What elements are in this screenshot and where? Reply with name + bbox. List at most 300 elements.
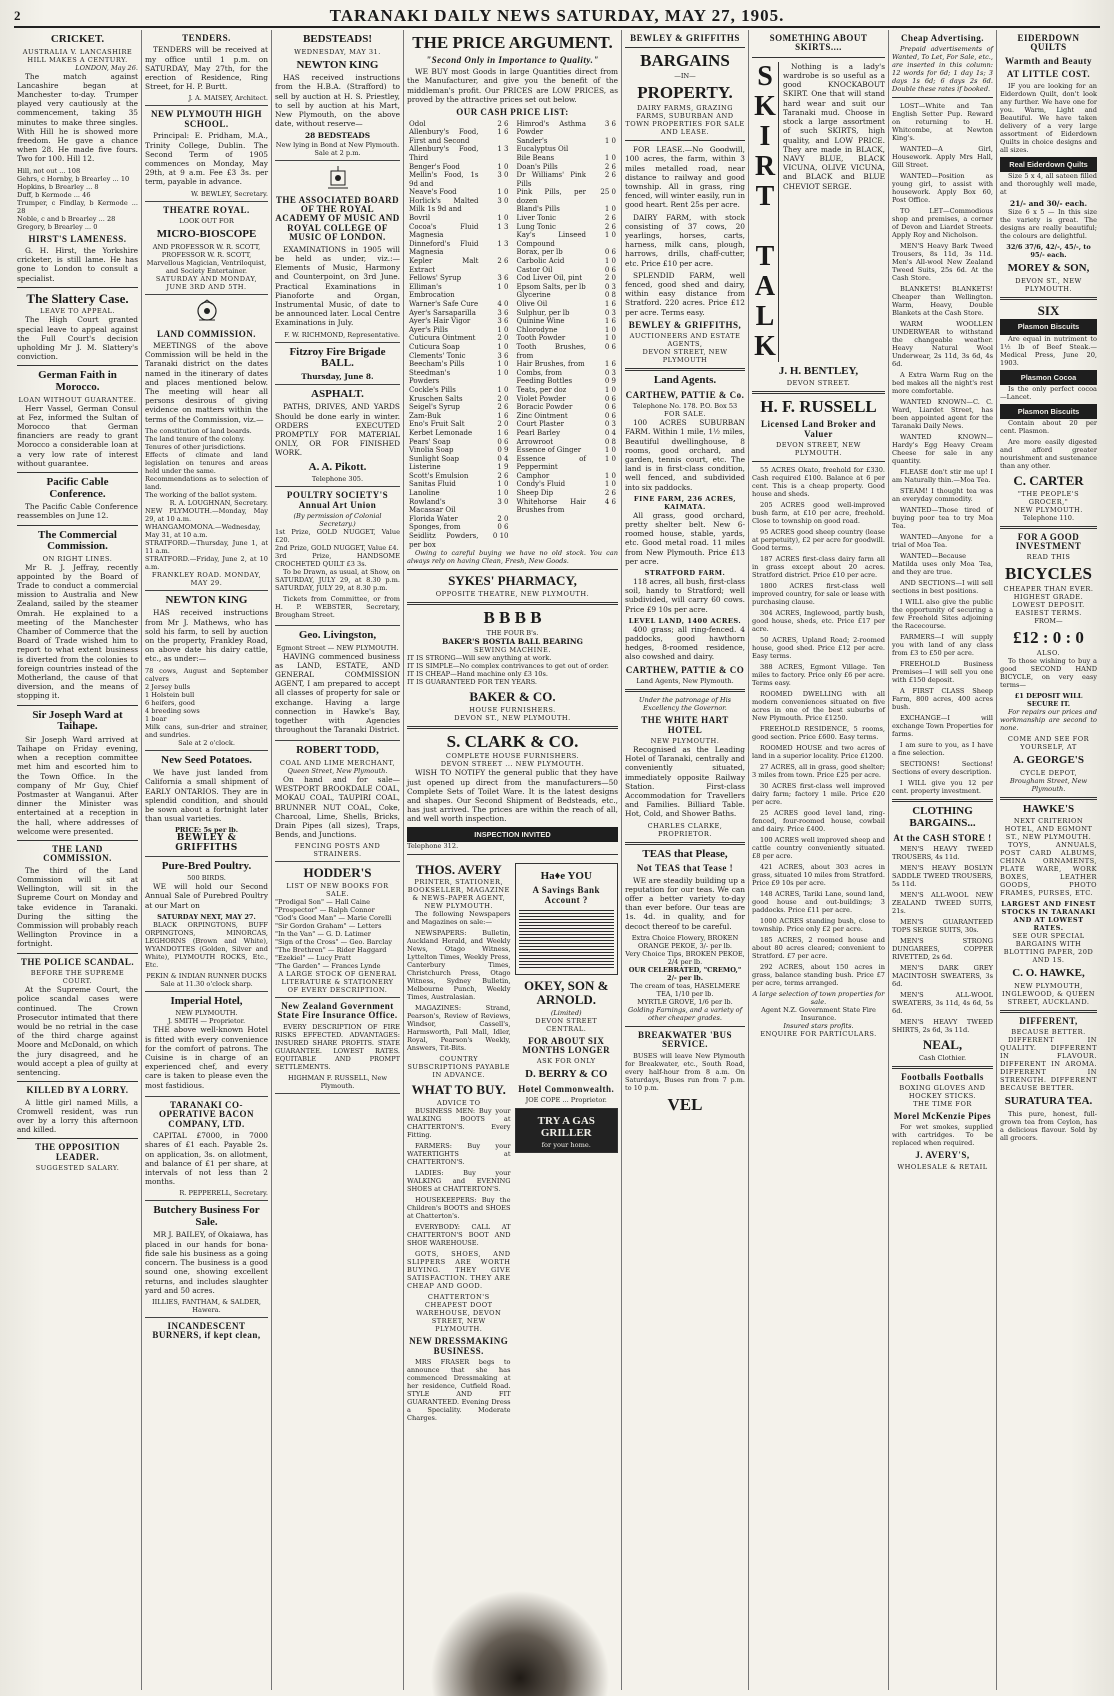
price-item: Scott's Emulsion xyxy=(409,471,469,480)
price-item: Bile Beans xyxy=(516,153,555,162)
opposition-headline: THE OPPOSITION LEADER. xyxy=(35,1142,120,1162)
price-row xyxy=(407,532,511,549)
price-row xyxy=(515,283,619,292)
price-item: Violet Powder xyxy=(516,394,566,403)
price-value: 0 6 xyxy=(604,411,616,420)
price-item: Seidlitz Powders, per box xyxy=(409,532,479,549)
property-listing: 30 ACRES first-class well improved dairy farm; factory 1 mile. Price £20 per acre. xyxy=(752,782,885,807)
police-headline: THE POLICE SCANDAL. xyxy=(20,956,135,967)
price-item: Borax, per lb xyxy=(516,248,563,257)
price-value: 1 0 xyxy=(604,231,616,240)
price-row xyxy=(515,266,619,275)
price-row xyxy=(407,420,511,429)
price-item: Warner's Safe Cure xyxy=(409,300,479,308)
price-row xyxy=(407,498,511,515)
score-list xyxy=(17,167,138,231)
score-line: Noble, c and b Brearley ... 28 xyxy=(17,214,116,223)
price-row xyxy=(407,334,511,343)
clothing-item: MEN'S STRONG DUNGAREES, COPPER RIVETTED, 2s 6d. xyxy=(892,936,993,961)
price-argument-headline: THE PRICE ARGUMENT. xyxy=(412,33,613,52)
price-row xyxy=(407,283,511,300)
clothing-item: MEN'S HEAVY BOSLYN SADDLE TWEED TROUSERS, 5s 11d. xyxy=(892,863,993,888)
price-item: Cocoa's Fluid Magnesia xyxy=(409,222,479,240)
classified-ad: FARMERS—I will supply you with land of any class from £3 to £50 per acre. xyxy=(892,633,993,658)
price-value: 1 0 xyxy=(604,136,616,145)
price-row xyxy=(407,343,511,352)
price-item: Kay's Linseed Compound xyxy=(516,231,586,248)
price-row xyxy=(407,489,511,498)
price-row xyxy=(407,403,511,412)
score-line: Gehrs, c Hornby, b Brearley ... 10 xyxy=(17,174,130,183)
classified-ad: I am sure to you, as I have a fine selection. xyxy=(892,741,993,758)
price-item: Sponges, from xyxy=(409,523,461,532)
price-row xyxy=(515,300,619,309)
price-item: Olive Oil xyxy=(516,300,548,308)
price-row xyxy=(407,309,511,318)
livingston-ad: Geo. Livingston, Egmont Street — NEW PLYMOUTH. HAVING commenced business as LAND, ESTATE, AND GENERAL COMMISSION AGENT, I am prepared to accept all classes of property for sale or exchange. Having a large connection in Hawke's Bay, together with Agencies throughout the Taranaki District. xyxy=(275,630,400,741)
asphalt-ad: ASPHALT. PATHS, DRIVES, AND YARDS Should be done early in winter. ORDERS EXECUTED PROMPTLY FOR MATERIAL ONLY, OR FOR FINISHED WORK. A. A. Pikott. Telephone 305. xyxy=(275,389,400,487)
price-row xyxy=(515,163,619,172)
clothing-item: MEN'S HEAVY TWEED TROUSERS, 4s 11d. xyxy=(892,844,993,861)
price-value: 2 6 xyxy=(604,489,616,498)
price-value: 1 0 xyxy=(497,385,509,394)
price-value: 2 6 xyxy=(497,119,509,128)
price-table-right xyxy=(515,120,619,515)
eiderdown-headline: EIDERDOWN QUILTS xyxy=(1017,33,1080,53)
price-row xyxy=(515,274,619,283)
price-item: Kepler Malt Extract xyxy=(409,257,479,274)
clothing-item: MEN'S GUARANTEED TOPS SERGE SUITS, 30s. xyxy=(892,917,993,934)
price-row xyxy=(515,154,619,163)
price-item: Whitehorse Hair Brushes from xyxy=(516,497,586,515)
price-row xyxy=(515,420,619,429)
price-row xyxy=(407,240,511,257)
price-row xyxy=(515,223,619,232)
price-value: 1 0 xyxy=(497,282,509,291)
score-line: Duff, b Kermode ... 46 xyxy=(17,190,91,199)
price-item: Listerine xyxy=(409,463,441,472)
price-row xyxy=(515,489,619,498)
clothing-item: MEN'S ALL-WOOL NEW ZEALAND TWEED SUITS, 21s. xyxy=(892,890,993,915)
price-item: Essence of Ginger xyxy=(516,446,582,455)
price-row xyxy=(407,386,511,395)
score-line: Hill, not out ... 108 xyxy=(17,166,81,175)
price-value: 1 0 xyxy=(604,446,616,455)
classified-ad: I WILL also give the public the opportunity of securing a few Freehold Sites adjoining the Racecourse. xyxy=(892,598,993,631)
royal-crest-icon xyxy=(324,164,352,192)
classified-list xyxy=(892,102,993,795)
price-item: Essence of Peppermint xyxy=(516,454,586,472)
price-value: 0 6 xyxy=(497,437,509,446)
clothing-list xyxy=(892,845,993,1034)
price-item: Vinolia Soap xyxy=(409,446,454,455)
price-item: Odol xyxy=(409,119,426,128)
price-row xyxy=(407,463,511,472)
price-row xyxy=(515,248,619,257)
property-listing: 1800 ACRES first-class well improved country, for sale or lease with purchasing clause. xyxy=(752,582,885,607)
price-item: Himrod's Asthma Powder xyxy=(516,119,586,137)
price-item: Bland's Pills xyxy=(516,205,560,214)
price-value: 2 0 xyxy=(497,394,509,403)
theatre-ad: THEATRE ROYAL. LOOK OUT FOR MICRO-BIOSCOPE AND PROFESSOR W. R. SCOTT, PROFESSOR W. R. SCOTT, Marvellous Magician, Ventriloquist, and Society Entertainer. SATURDAY AND MONDAY, JUNE 3RD AND 5TH. xyxy=(145,206,268,295)
price-item: Horlick's Malted Milk 1s 9d and xyxy=(409,196,479,214)
price-item: Hair Brushes, from xyxy=(516,360,585,369)
price-row xyxy=(407,515,511,524)
price-value: 2 6 xyxy=(604,171,616,180)
price-item: Eno's Fruit Salt xyxy=(409,420,465,429)
classified-ad: FREEHOLD Business Premises—I will sell you one with £150 deposit. xyxy=(892,660,993,685)
price-value: 1 0 xyxy=(497,480,509,489)
price-item: Sunlight Soap xyxy=(409,454,459,463)
classified-ad: MEN'S Heavy Bark Tweed Trousers, 8s 11d, 3s 11d. Men's All-wool New Zealand Tweed Suits, 25s 6d. At the Cash Store. xyxy=(892,242,993,283)
classified-ad: EXCHANGE—I will exchange Town Properties for farms. xyxy=(892,714,993,739)
price-value: 1 0 xyxy=(497,342,509,351)
price-row xyxy=(407,300,511,309)
price-row xyxy=(515,412,619,421)
clothing-headline: CLOTHING BARGAINS... xyxy=(909,805,976,829)
price-value: 1 0 xyxy=(604,257,616,266)
price-value: 0 4 xyxy=(604,428,616,437)
berry-co-headline: D. BERRY & CO xyxy=(525,1068,608,1081)
price-value: 1 0 xyxy=(604,385,616,394)
price-value: 1 3 xyxy=(497,145,509,154)
price-value: 0 8 xyxy=(604,291,616,300)
property-listing: ROOMED DWELLING with all modern conveniences situated on five acres in one of the best suburbs of New Plymouth. Price £1250. xyxy=(752,690,885,723)
price-item: Allenbury's Food, First and Second xyxy=(409,128,479,145)
price-value: 2 0 xyxy=(497,514,509,523)
carthew-pattie-headline: CARTHEW, PATTIE & Co. xyxy=(625,389,745,400)
price-item: Cockle's Pills xyxy=(409,385,456,394)
price-item: Steedman's Powders xyxy=(409,368,451,386)
price-value: 0 10 xyxy=(492,532,509,541)
price-value: 1 0 xyxy=(497,489,509,498)
price-item: Lung Tonic xyxy=(516,222,556,231)
white-hart-headline: THE WHITE HART HOTEL xyxy=(641,715,729,735)
price-item: Teats, per doz xyxy=(516,385,567,394)
price-row xyxy=(407,412,511,421)
property-listing: 185 ACRES, 2 roomed house and about 80 acres cleared; convenient to Stratford. £7 per acre. xyxy=(752,936,885,961)
suratura-headline: SURATURA TEA. xyxy=(1004,1095,1093,1108)
column-price-argument: THE PRICE ARGUMENT. "Second Only in Importance to Quality." WE BUY most Goods in large Quantities direct from the Manufacturer, and give you the benefit of the middleman's profit. Our PRICES are LOW PRICES, as proved by the attractive prices set out below. OUR CASH PRICE LIST: Odol 2 6 Allenbury's Food, First and Second 1 6 Allenbury's Food, Third 1 3 Benger's Food 1 0 Mellin's Food, 1s 9d and 3 0 Neave's Food 1 0 Horlick's Malted Milk 1s 9d and 3 0 Bovril 1 0 Cocoa's Fluid Magnesia 1 3 Dinneford's Fluid Magnesia 1 3 Kepler Malt Extract 2 6 Fellows' Syrup 3 6 Elliman's Embrocation 1 0 Warner's Safe Cure 4 0 Ayer's Sarsaparilla 3 6 Ayer's Hair Vigor 3 6 Ayer's Pills 1 0 Cuticura Ointment 2 0 Cuticura Soap 1 0 Clements' Tonic 3 6 Beecham's Pills 1 0 Steedman's Powders 1 0 Cockle's Pills 1 0 Kruschen Salts 2 0 Seigel's Syrup 2 6 Zam-Buk 1 6 Eno's Fruit Salt 2 0 Kerbet Lemonade 1 6 Pears' Soap 0 6 Vinolia Soap 0 9 Sunlight Soap 0 4 Listerine 1 9 Scott's Emulsion 2 6 Sanitas Fluid 1 0 Lanoline 1 0 Rowland's Macassar Oil 3 0 Florida Water 2 0 Sponges, from 0 6 Seidlitz Powders, per box 0 10 Himrod's Asthma Powder 3 6 Sander's Eucalyptus Oil 1 0 Bile Beans 1 0 Doan's Pills 2 6 Dr Williams' Pink Pills 2 6 Pink Pills, per dozen 25 0 Bland's Pills 1 0 Liver Tonic 2 6 Lung Tonic 2 6 Kay's Linseed Compound 1 0 Borax, per lb 0 6 Carbolic Acid 1 0 Castor Oil 0 6 Cod Liver Oil, pint 2 0 Epsom Salts, per lb 0 3 Glycerine 0 8 Olive Oil 1 6 Sulphur, per lb 0 3 Quinine Wine 1 6 Chlorodyne 1 0 Tooth Powder 1 0 Tooth Brushes, from 0 6 Hair Brushes, from 1 6 Combs, from 0 3 Feeding Bottles 0 9 Teats, per doz 1 0 Violet Powder 0 6 Boracic Powder 0 6 Zinc Ointment 0 6 Court Plaster 0 3 Pearl Barley 0 4 Arrowroot 0 8 Essence of Ginger 1 0 Essence of Peppermint 1 0 Camphor 1 0 Condy's Fluid 1 0 Sheep Dip 2 6 Whitehorse Hair Brushes from 4 6 Owing to careful buying we have no old stock. You can always rely on having Clean, Fresh, New Goods. SYKES' PHARMACY, OPPOSITE THEATRE, NEW PLYMOUTH. B B B B THE FOUR B's. BAKER'S BOSTIA BALL BEARING SEWING MACHINE. IT IS STRONG—Will sew anything at work. IT IS SIMPLE—No complex contrivances to get out of order. IT IS CHEAP—Hand machine only £3 10s. IT IS GUARANTEED FOR TEN YEARS. BAKER & CO. HOUSE FURNISHERS. DEVON ST., NEW PLYMOUTH. S. CLARK & CO. COMPLETE HOUSE FURNISHERS. DEVON STREET ... NEW PLYMOUTH. WISH TO NOTIFY the general public that they have just opened up direct from the manufacturers—50 Complete Sets of Toilet Ware. It is the latest designs and shapes. Our Second Shipment of Bedsteads, etc., has just arrived. The prices are within the reach of all, and well worth inspection. INSPECTION INVITED Telephone 312. THOS. AVERY PRINTER, STATIONER, BOOKSELLER, MAGAZINE & NEWS-PAPER AGENT, NEW PLYMOUTH. The following Newspapers and Magazines on sale:— NEWSPAPERS: Bulletin, Auckland Herald, and Weekly News, Otago Witness, Lyttelton Times, Weekly Press, Canterbury Times, Christchurch Press, Otago Witness, Sydney Bulletin, Melbourne Punch, Weekly Times, Australasian. MAGAZINES: Strand, Pearson's, Review of Reviews, Windsor, Cassell's, Harmsworth, Pall Mall, Idler, Royal, Pearson's Weekly, Answers, Tit-Bits. COUNTRY SUBSCRIPTIONS PAYABLE IN ADVANCE. WHAT TO BUY. ADVICE TO BUSINESS MEN: Buy your WALKING BOOTS at CHATTERTON'S. Every Fitting. FARMERS: Buy your WATERTIGHTS at CHATTERTON'S. LADIES: Buy your WALKING and EVENING SHOES at CHATTERTON'S. HOUSEKEEPERS: Buy the Children's BOOTS and SHOES at Chatterton's. EVERYBODY: CALL AT CHATTERTON'S BOOT AND SHOE WAREHOUSE. GOTS, SHOES, AND SLIPPERS ARE WORTH BUYING. THEY GIVE SATISFACTION. THEY ARE CHEAP AND GOOD. CHATTERTON'S CHEAPEST DOOT WAREHOUSE, DEVON STREET, NEW PLYMOUTH. NEW DRESSMAKING BUSINESS. MRS FRASER begs to announce that she has commenced Dressmaking at her residence, Cutfield Road. STYLE AND FIT GUARANTEED. Evening Dress a Speciality. Moderate Charges. Ha♦e YOU A Savings Bank Account ? OKEY, SON & ARNOLD. (Limited) DEVON STREET CENTRAL. FOR ABOUT SIX MONTHS LONGER ASK FOR ONLY D. BERRY & CO Hotel Commonwealth. JOE COPE ... Proprietor. TRY A GAS GRILLER for your home. xyxy=(403,30,621,1690)
price-row xyxy=(407,317,511,326)
hirst-headline: HIRST'S LAMENESS. xyxy=(28,233,127,244)
fire-brigade-ball-ad: Fitzroy Fire Brigade BALL. Thursday, June 8. xyxy=(275,347,400,385)
property-listings xyxy=(752,466,885,987)
lorry-headline: KILLED BY A LORRY. xyxy=(26,1085,129,1096)
state-fire-insurance-ad: New Zealand Government State Fire Insurance Office. EVERY DESCRIPTION OF FIRE RISKS EFFECTED. ADVANTAGES: INSURED SHARE PROFITS. STATE GUARANTEE. LOWEST RATES. EQUITABLE AND PROMPT SETTLEMENTS. HIGHMAN F. RUSSELL, New Plymouth. xyxy=(275,1002,400,1094)
price-row xyxy=(407,352,511,361)
price-row xyxy=(515,455,619,472)
classified-ad: I WILL give you 12 per cent. property investment. xyxy=(892,779,993,796)
price-row xyxy=(407,128,511,145)
ward-headline: Sir Joseph Ward at Taihape. xyxy=(32,708,123,733)
price-value: 1 3 xyxy=(497,239,509,248)
price-row xyxy=(515,472,619,481)
price-row xyxy=(515,188,619,205)
price-value: 0 3 xyxy=(604,368,616,377)
price-value: 4 0 xyxy=(497,300,509,308)
price-item: Quinine Wine xyxy=(516,317,565,326)
classified-ad: SECTIONS! Sections! Sections of every description. xyxy=(892,760,993,777)
price-item: Cuticura Ointment xyxy=(409,334,476,343)
price-row xyxy=(407,369,511,386)
commercial-headline: The Commercial Commission. xyxy=(38,528,117,553)
property-listing: 388 ACRES, Egmont Village. Ten miles to factory. Price only £6 per acre. Terms easy. xyxy=(752,663,885,688)
classified-ad: WANTED—Position as young girl, to assist with housework. Apply Box 60, Post Office. xyxy=(892,172,993,205)
price-row xyxy=(515,326,619,335)
price-item: Lanoline xyxy=(409,489,440,498)
price-value: 0 9 xyxy=(497,446,509,455)
price-value: 1 6 xyxy=(604,317,616,326)
price-value: 4 6 xyxy=(604,497,616,506)
price-row xyxy=(515,403,619,412)
skirt-talk-vertical: S K I R T T A L K xyxy=(752,62,779,362)
masthead xyxy=(14,6,1100,28)
classified-ad: WANTED—Because Matilda uses only Moa Tea, and they are true. xyxy=(892,552,993,577)
price-item: Pink Pills, per dozen xyxy=(516,188,586,205)
price-value: 1 0 xyxy=(604,334,616,343)
price-value: 0 6 xyxy=(604,403,616,412)
masthead-title: TARANAKI DAILY NEWS SATURDAY, MAY 27, 1905. xyxy=(329,6,785,25)
price-row xyxy=(515,120,619,137)
butchery-ad: Butchery Business For Sale. MR J. BAILEY, of Okaiawa, has placed in our hands for bona-fide sale his business as a going concern. The business is a good sound one, showing excellent returns, and includes slaughter yard and 50 acres. IILLIES, FANTHAM, & SALDER, Hawera. xyxy=(145,1205,268,1318)
classified-ad: WANTED KNOWN—C. C. Ward, Liardet Street, has been appointed agent for the Taranaki Daily News. xyxy=(892,398,993,431)
inspection-invited-banner: INSPECTION INVITED xyxy=(407,827,618,842)
real-eiderdown-banner: Real Eiderdown Quilts xyxy=(1000,157,1097,172)
classified-ad: WANTED—A Girl, Housework. Apply Mrs Hall, Gill Street. xyxy=(892,145,993,170)
score-line: Trumper, c Findlay, b Kermode ... 28 xyxy=(17,198,138,215)
royal-crest-icon xyxy=(193,298,221,326)
property-listing: 304 ACRES, Inglewood, partly bush, good house, sheds, etc. Price £17 per acre. xyxy=(752,609,885,634)
price-value: 0 3 xyxy=(604,308,616,317)
price-item: Fellows' Syrup xyxy=(409,274,462,283)
property-listing: 1000 ACRES standing bush, close to township. Price only £2 per acre. xyxy=(752,917,885,934)
price-value: 0 6 xyxy=(604,394,616,403)
price-item: Arrowroot xyxy=(516,437,554,446)
price-value: 0 3 xyxy=(604,420,616,429)
property-listing: 95 ACRES good sheep country (lease at perpetuity), £2 per acre for goodwill. Good terms. xyxy=(752,528,885,553)
price-item: Dr Williams' Pink Pills xyxy=(516,171,586,188)
price-row xyxy=(407,455,511,464)
price-row xyxy=(515,137,619,154)
price-row xyxy=(515,429,619,438)
classified-ad: STEAM! I thought tea was an everyday commodity. xyxy=(892,487,993,504)
clothing-item: MEN'S ALL-WOOL SWEATERS, 3s 11d, 4s 6d, 5s 6d. xyxy=(892,990,993,1015)
clark-headline: S. CLARK & CO. xyxy=(446,731,579,751)
price-value: 3 6 xyxy=(497,308,509,317)
bacon-company-ad: TARANAKI CO-OPERATIVE BACON COMPANY, LTD. CAPITAL £7000, in 7000 shares of £1 each. Payable 2s. on application, 3s. on allotment, and balance of £1 per share, at intervals of not less than 2 months. R. PEPPERELL, Secretary. xyxy=(145,1101,268,1202)
sykes-pharmacy: SYKES' PHARMACY, xyxy=(448,573,577,589)
price-row xyxy=(407,223,511,240)
price-item: Sulphur, per lb xyxy=(516,308,570,317)
price-item: Kerbet Lemonade xyxy=(409,428,473,437)
land-commission-ad: LAND COMMISSION. MEETINGS of the above Commission will be held in the Taranaki district on the dates named in the itinerary of dates and places mentioned below. The meeting will hear all persons desirous of giving evidence on matters within the terms of the Commission, viz.— The constitution of land boards. The land tenure of the colony. Tenures of other jurisdictions. Effects of climate and land legislation on tenures and areas held under the same. Recommendations as to selection of land. The working of the ballot system. R. A. LOUGHNAN, Secretary. NEW PLYMOUTH.—Monday, May 29, at 10 a.m. WHANGAMOMONA.—Wednesday, May 31, at 10 a.m. STRATFORD.—Thursday, June 1, at 11 a.m. STRATFORD.—Friday, June 2, at 10 a.m. FRANKLEY ROAD. MONDAY, MAY 29. xyxy=(145,298,268,591)
price-item: Ayer's Pills xyxy=(409,325,448,334)
what-to-buy-headline: WHAT TO BUY. xyxy=(411,1082,506,1098)
price-item: Chlorodyne xyxy=(516,325,558,334)
price-item: Dinneford's Fluid Magnesia xyxy=(409,239,479,257)
score-line: Gregory, b Brearley ... 0 xyxy=(17,222,98,231)
poultry-sale-ad: Pure-Bred Poultry. 500 BIRDS. WE will hold our Second Annual Sale of Purebred Poultry at our Mart on SATURDAY NEXT, MAY 27. BLACK ORPINGTONS, BUFF ORPINGTONS, MINORCAS, LEGHORNS (Brown and White), WYANDOTTES (Golden, Silver and White), PLYMOUTH ROCKS, Etc., Etc. PEKIN & INDIAN RUNNER DUCKS Sale at 11.30 o'clock sharp. xyxy=(145,861,268,992)
price-row xyxy=(407,214,511,223)
price-value: 1 0 xyxy=(497,368,509,377)
price-item: Kruschen Salts xyxy=(409,394,463,403)
price-row xyxy=(515,231,619,248)
price-value: 2 0 xyxy=(604,274,616,283)
price-row xyxy=(407,188,511,197)
price-value: 1 6 xyxy=(604,360,616,369)
george-headline: A. GEORGE'S xyxy=(1013,754,1084,767)
price-item: Pears' Soap xyxy=(409,437,451,446)
four-bs-headline: B B B B xyxy=(483,607,542,627)
price-value: 2 0 xyxy=(497,334,509,343)
classified-ad: WANTED—Those tired of buying poor tea to try Moa Tea. xyxy=(892,506,993,531)
price-value: 0 8 xyxy=(604,437,616,446)
property-listing: 148 ACRES, Tariki Lane, sound land, good house and out-buildings; 3 paddocks. Price £11 per acre. xyxy=(752,890,885,915)
price-row xyxy=(407,523,511,532)
property-listing: ROOMED HOUSE and two acres of land in a superior locality. Price £1200. xyxy=(752,744,885,761)
property-listing: 421 ACRES, about 303 acres in grass, situated 10 miles from Stratford. Price £9 10s per acre. xyxy=(752,863,885,888)
classified-ad: A FIRST CLASS Sheep Farm, 800 acres, 400 acres bush. xyxy=(892,687,993,712)
price-item: Florida Water xyxy=(409,514,458,523)
price-value: 1 0 xyxy=(604,454,616,463)
price-row xyxy=(515,257,619,266)
russell-headline: H. F. RUSSELL xyxy=(760,397,877,417)
price-item: Court Plaster xyxy=(516,420,564,429)
price-value: 1 0 xyxy=(604,205,616,214)
classified-ad: AND SECTIONS—I will sell sections in best positions. xyxy=(892,579,993,596)
price-value: 2 0 xyxy=(497,420,509,429)
price-value: 1 0 xyxy=(497,162,509,171)
price-item: Liver Tonic xyxy=(516,214,557,223)
price-row xyxy=(407,274,511,283)
price-item: Sanitas Fluid xyxy=(409,480,456,489)
price-item: Feeding Bottles xyxy=(516,377,573,386)
okey-arnold-headline: OKEY, SON & ARNOLD. xyxy=(524,978,609,1007)
price-row xyxy=(407,429,511,438)
price-value: 2 6 xyxy=(497,257,509,266)
seed-potatoes-ad: New Seed Potatoes. We have just landed from California a small shipment of EARLY ONTARIOS. They are in splendid condition, and should be sown about a fortnight later than usual varieties. PRICE: 5s per lb. BEWLEY & GRIFFITHS xyxy=(145,755,268,857)
hawke-headline: HAWKE'S xyxy=(1022,802,1075,815)
price-value: 3 0 xyxy=(497,196,509,205)
bewley-griffiths-headline: BEWLEY & GRIFFITHS xyxy=(630,33,740,43)
classified-ad: LOST—White and Tan English Setter Pup. Reward on returning to H. Whitcombe, at Newton King's. xyxy=(892,102,993,143)
price-value: 1 0 xyxy=(604,480,616,489)
price-value: 2 6 xyxy=(604,222,616,231)
bicycle-price: £12 : 0 : 0 xyxy=(1013,628,1084,648)
price-value: 3 0 xyxy=(497,171,509,180)
price-value: 1 0 xyxy=(604,325,616,334)
price-item: Combs, from xyxy=(516,368,563,377)
price-row xyxy=(515,438,619,447)
classified-ad: BLANKETS! BLANKETS! Cheaper than Wellington. Warm, Heavy, Double Blankets at the Cash Store. xyxy=(892,285,993,318)
price-item: Neave's Food xyxy=(409,188,457,197)
skirts-headline: SOMETHING ABOUT SKIRTS.... xyxy=(769,33,868,53)
price-value: 0 9 xyxy=(604,377,616,386)
column-cheap-advertising: Cheap Advertising. Prepaid advertisements of Wanted, To Let, For Sale, etc., are inserted in this column: 12 words for 6d; 1 day 1s; 3 days 1s 6d; 6 days 2s 6d. Double these rates if booked. LOST—White and Tan English Setter Pup. Reward on returning to H. Whitcombe, at Newton King's. WANTED—A Girl, Housework. Apply Mrs Hall, Gill Street. WANTED—Position as young girl, to assist with housework. Apply Box 60, Post Office. TO LET—Commodious shop and premises, a corner of Devon and Liardet Streets. Apply Roy and Nicholson. MEN'S Heavy Bark Tweed Trousers, 8s 11d, 3s 11d. Men's All-wool New Zealand Tweed Suits, 25s 6d. At the Cash Store. BLANKETS! BLANKETS! Cheaper than Wellington. Warm, Heavy, Double Blankets at the Cash Store. WARM WOOLLEN UNDERWEAR to withstand the changeable weather. Heavy Natural Wool Underwear, 2s 11d, 3s 6d, 4s 6d. A Extra Warm Rug on the bed makes all the night's rest more comfortable. WANTED KNOWN—C. C. Ward, Liardet Street, has been appointed agent for the Taranaki Daily News. WANTED KNOWN—Hardy's Egg Heavy Cream Cheese for sale in any quantity. FLEASE don't stir me up! I am Naturally thin.—Moa Tea. STEAM! I thought tea was an everyday commodity. WANTED—Those tired of buying poor tea to try Moa Tea. WANTED—Anyone for a trial of Moa Tea. WANTED—Because Matilda uses only Moa Tea, and they are true. AND SECTIONS—I will sell sections in best positions. I WILL also give the public the opportunity of securing a few Freehold Sites adjoining the Racecourse. FARMERS—I will supply you with land of any class from £3 to £50 per acre. FREEHOLD Business Premises—I will sell you one with £150 deposit. A FIRST CLASS Sheep Farm, 800 acres, 400 acres bush. EXCHANGE—I will exchange Town Properties for farms. I am sure to you, as I have a fine selection. SECTIONS! Sections! Sections of every description. I WILL give you 12 per cent. property investment. CLOTHING BARGAINS... At the CASH STORE ! MEN'S HEAVY TWEED TROUSERS, 4s 11d. MEN'S HEAVY BOSLYN SADDLE TWEED TROUSERS, 5s 11d. MEN'S ALL-WOOL NEW ZEALAND TWEED SUITS, 21s. MEN'S GUARANTEED TOPS SERGE SUITS, 30s. MEN'S STRONG DUNGAREES, COPPER RIVETTED, 2s 6d. MEN'S DARK GREY MACINTOSH SWEATERS, 3s 6d. MEN'S ALL-WOOL SWEATERS, 3s 11d, 4s 6d, 5s 6d. MEN'S HEAVY TWEED SHIRTS, 2s 6d, 3s 11d. NEAL, Cash Clothier. Footballs Footballs BOXING GLOVES AND HOCKEY STICKS. THE TIME FOR Morel McKenzie Pipes For wet smokes, supplied with cartridges. To be replaced when required. J. AVERY'S, WHOLESALE & RETAIL xyxy=(888,30,996,1690)
classified-ad: FLEASE don't stir me up! I am Naturally thin.—Moa Tea. xyxy=(892,468,993,485)
price-value: 0 6 xyxy=(497,523,509,532)
price-item: Sander's Eucalyptus Oil xyxy=(516,136,569,154)
column-eiderdown: EIDERDOWN QUILTS Warmth and Beauty AT LITTLE COST. IF you are looking for an Eiderdown Quilt, don't look any further. We have one for you. Warm, Light and Beautiful. We have taken delivery of a very large assortment of Eiderdown Quilts in choice designs and all sizes. Real Eiderdown Quilts Size 5 x 4, all sateen filled and thoroughly well made, at 21/- and 30/- each. Size 6 x 5 — In this size the variety is great. The designs are really beautiful; the colours are delightful. 32/6 37/6, 42/-, 45/-, to 95/- each. MOREY & SON, DEVON ST., NEW PLYMOUTH. SIX Plasmon Biscuits Are equal in nutriment to 1½ lb of Beef Steak.—Medical Press, June 20, 1903. Plasmon Cocoa Is the only perfect cocoa—Lancet. Plasmon Biscuits Contain about 20 per cent. Plasmon. Are more easily digested and afford greater nourishment and sustenance than any other. C. CARTER "THE PEOPLE'S GROCER," NEW PLYMOUTH. Telephone 110. FOR A GOOD INVESTMENT READ THIS BICYCLES CHEAPER THAN EVER. HIGHEST GRADE. LOWEST DEPOSIT. EASIEST TERMS. FROM— £12 : 0 : 0 ALSO. To those wishing to buy a good SECOND HAND BICYCLE, on very easy terms— £1 DEPOSIT WILL SECURE IT. For repairs our prices and workmanship are second to none. COME AND SEE FOR YOURSELF, AT A. GEORGE'S CYCLE DEPOT, Brougham Street, New Plymouth. HAWKE'S NEXT CRITERION HOTEL, AND EGMONT ST., NEW PLYMOUTH. TOYS, ANNUALS, POST CARD ALBUMS, CHINA ORNAMENTS, PLATE WARE, WORK BOXES, LEATHER GOODS, PHOTO FRAMES, PURSES, ETC. LARGEST AND FINEST STOCKS IN TARANAKI AND AT LOWEST RATES. SEE OUR SPECIAL BARGAINS WITH BLOTTING PAPER, 20D AND 1S. C. O. HAWKE, NEW PLYMOUTH, INGLEWOOD, & QUEEN STREET, AUCKLAND. DIFFERENT, BECAUSE BETTER. DIFFERENT IN QUALITY. DIFFERENT IN FLAVOUR. DIFFERENT IN AROMA. DIFFERENT IN STRENGTH. DIFFERENT BECAUSE BETTER. SURATURA TEA. This pure, honest, full-grown tea from Ceylon, has a delicious flavour. Sold by all grocers. xyxy=(996,30,1100,1690)
price-row xyxy=(515,334,619,343)
price-row xyxy=(407,395,511,404)
price-row xyxy=(515,205,619,214)
score-line: Hopkins, b Brearley ... 8 xyxy=(17,182,99,191)
price-value: 0 4 xyxy=(497,454,509,463)
pacific-headline: Pacific Cable Conference. xyxy=(46,476,109,500)
clothing-item: MEN'S DARK GREY MACINTOSH SWEATERS, 3s 6d. xyxy=(892,963,993,988)
price-row xyxy=(515,309,619,318)
bedsteads-ad: BEDSTEADS! WEDNESDAY, MAY 31. NEWTON KING HAS received instructions from the H.B.A. (Strafford) to sell by auction at H. S. Priestley, to sell by auction at his Mart, New Plymouth, on the above date, without reserve— 28 BEDSTEADS New lying in Bond at New Plymouth. Sale at 2 p.m. xyxy=(275,34,400,161)
price-row xyxy=(407,326,511,335)
teas-headline: TEAS that Please, xyxy=(642,847,728,860)
price-row xyxy=(515,480,619,489)
price-row xyxy=(515,369,619,378)
price-value: 1 0 xyxy=(497,360,509,369)
price-row xyxy=(515,498,619,515)
price-row xyxy=(515,317,619,326)
price-value: 1 0 xyxy=(604,471,616,480)
price-value: 3 6 xyxy=(604,119,616,128)
price-item: Beecham's Pills xyxy=(409,360,465,369)
price-item: Doan's Pills xyxy=(516,162,558,171)
property-listing: 292 ACRES, about 150 acres in grass, balance standing bush. Price £7 per acre, terms arranged. xyxy=(752,963,885,988)
price-item: Cod Liver Oil, pint xyxy=(516,274,583,283)
price-item: Ayer's Sarsaparilla xyxy=(409,308,476,317)
price-item: Bovril xyxy=(409,214,431,223)
property-listing: 27 ACRES, all in grass, good shelter; 3 miles from town. Price £25 per acre. xyxy=(752,763,885,780)
price-row xyxy=(515,446,619,455)
column-russell: SOMETHING ABOUT SKIRTS.... S K I R T T A L K Nothing is a lady's wardrobe is so useful as a good KNOCKABOUT SKIRT. One that will stand hard wear and suit our Taranaki mud. Choose in stock a large assortment of such SKIRTS, high quality, and LOW PRICE. They are made in BLACK, NAVY BLUE, BLACK VICUNA, OLIVE VICUNA, and BLACK and BLUE CHEVIOT SERGE. J. H. BENTLEY, DEVON STREET. H. F. RUSSELL Licensed Land Broker and Valuer DEVON STREET, NEW PLYMOUTH. 55 ACRES Okato, freehold for £330. Cash required £100. Balance at 6 per cent. This is a cheap property. Good house and sheds. 205 ACRES good well-improved bush farm, at £10 per acre, freehold. Close to township on good road. 95 ACRES good sheep country (lease at perpetuity), £2 per acre for goodwill. Good terms. 187 ACRES first-class dairy farm all in grass except about 20 acres. Stratford district. Price £10 per acre. 1800 ACRES first-class well improved country, for sale or lease with purchasing clause. 304 ACRES, Inglewood, partly bush, good house, sheds, etc. Price £17 per acre. 50 ACRES, Upland Road; 2-roomed house, good shed. Price £12 per acre. Easy terms. 388 ACRES, Egmont Village. Ten miles to factory. Price only £6 per acre. Terms easy. ROOMED DWELLING with all modern conveniences situated on five acres in one of the best suburbs of New Plymouth. Price £1250. FREEHOLD RESIDENCE, 5 rooms, good section. Price £600. Easy terms. ROOMED HOUSE and two acres of land in a superior locality. Price £1200. 27 ACRES, all in grass, good shelter; 3 miles from town. Price £25 per acre. 30 ACRES first-class well improved dairy farm; factory 1 mile. Price £20 per acre. 25 ACRES good level land, ring-fenced, four-roomed house, cowbail and dairy. Price £400. 100 ACRES well improved sheep and cattle country conveniently situated. £8 per acre. 421 ACRES, about 303 acres in grass, situated 10 miles from Stratford. Price £9 10s per acre. 148 ACRES, Tariki Lane, sound land, good house and out-buildings; 3 paddocks. Price £11 per acre. 1000 ACRES standing bush, close to township. Price only £2 per acre. 185 ACRES, 2 roomed house and about 80 acres cleared; convenient to Stratford. £7 per acre. 292 ACRES, about 150 acres in grass, balance standing bush. Price £7 per acre, terms arranged. A large selection of town properties for sale. Agent N.Z. Government State Fire Insurance. Insured stars profits. ENQUIRE FOR PARTICULARS. xyxy=(748,30,888,1690)
price-item: Boracic Powder xyxy=(516,403,573,412)
classified-ad: TO LET—Commodious shop and premises, a corner of Devon and Liardet Streets. Apply Roy and Nicholson. xyxy=(892,207,993,240)
price-item: Epsom Salts, per lb xyxy=(516,282,586,291)
property-listing: 50 ACRES, Upland Road; 2-roomed house, good shed. Price £12 per acre. Easy terms. xyxy=(752,636,885,661)
price-value: 1 0 xyxy=(497,188,509,197)
cheap-advertising-headline: Cheap Advertising. xyxy=(900,33,984,43)
clothing-item: MEN'S HEAVY TWEED SHIRTS, 2s 6d, 3s 11d. xyxy=(892,1017,993,1034)
price-item: Pearl Barley xyxy=(516,428,561,437)
price-value: 2 6 xyxy=(497,403,509,412)
price-item: Ayer's Hair Vigor xyxy=(409,317,471,326)
price-value: 3 6 xyxy=(497,274,509,283)
land-commission-headline: THE LAND COMMISSION. xyxy=(43,843,112,864)
price-value: 3 6 xyxy=(497,351,509,360)
price-row xyxy=(515,291,619,300)
price-value: 1 6 xyxy=(604,300,616,308)
incandescent-headline: INCANDESCENT BURNERS, if kept clean, xyxy=(152,1320,261,1341)
cricket-headline: CRICKET. xyxy=(50,33,105,45)
price-value: 1 0 xyxy=(497,325,509,334)
savings-bank-ad: Ha♦e YOU A Savings Bank Account ? xyxy=(515,863,619,975)
price-item: Sheep Dip xyxy=(516,489,554,498)
classified-ad: WARM WOOLLEN UNDERWEAR to withstand the changeable weather. Heavy Natural Wool Underwear, 2s 11d, 3s 6d, 4s 6d. xyxy=(892,320,993,369)
price-item: Tooth Powder xyxy=(516,334,566,343)
price-value: 1 3 xyxy=(497,222,509,231)
property-listing: 100 ACRES well improved sheep and cattle country conveniently situated. £8 per acre. xyxy=(752,836,885,861)
robert-todd-ad: ROBERT TODD, COAL AND LIME MERCHANT, Queen Street, New Plymouth. On hand and for sale— WESTPORT BROOKDALE COAL, MOKAU COAL, TAUPIRI COAL, BRUNNER NUT COAL, Coke, Charcoal, Lime, Shells, Bricks, Drain Pipes (all sizes), Traps, Bends, and Junctions. FENCING POSTS AND STRAINERS. xyxy=(275,745,400,862)
imperial-hotel-ad: Imperial Hotel, NEW PLYMOUTH. J. SMITH — Proprietor. THE above well-known Hotel is fitted with every convenience for the comfort of patrons. The Cuisine is in charge of an experienced chef, and every care is taken to please even the most fastidious. xyxy=(145,996,268,1097)
price-value: 0 3 xyxy=(604,282,616,291)
price-item: Cuticura Soap xyxy=(409,342,460,351)
cricket-body: The match against Lancashire began at Manchester to-day. Trumper played very cautiously at the commencement, taking 35 minutes to make three singles. With Hill he is showed more freedom. He gave a chance when 28. He made five fours. Two for 100. Hill 12. xyxy=(17,71,138,164)
page-number: 2 xyxy=(14,8,21,23)
price-row xyxy=(407,120,511,129)
price-item: Zam-Buk xyxy=(409,411,441,420)
price-value: 0 6 xyxy=(604,248,616,257)
property-listing: FREEHOLD RESIDENCE, 5 rooms, good section. Price £600. Easy terms. xyxy=(752,725,885,742)
